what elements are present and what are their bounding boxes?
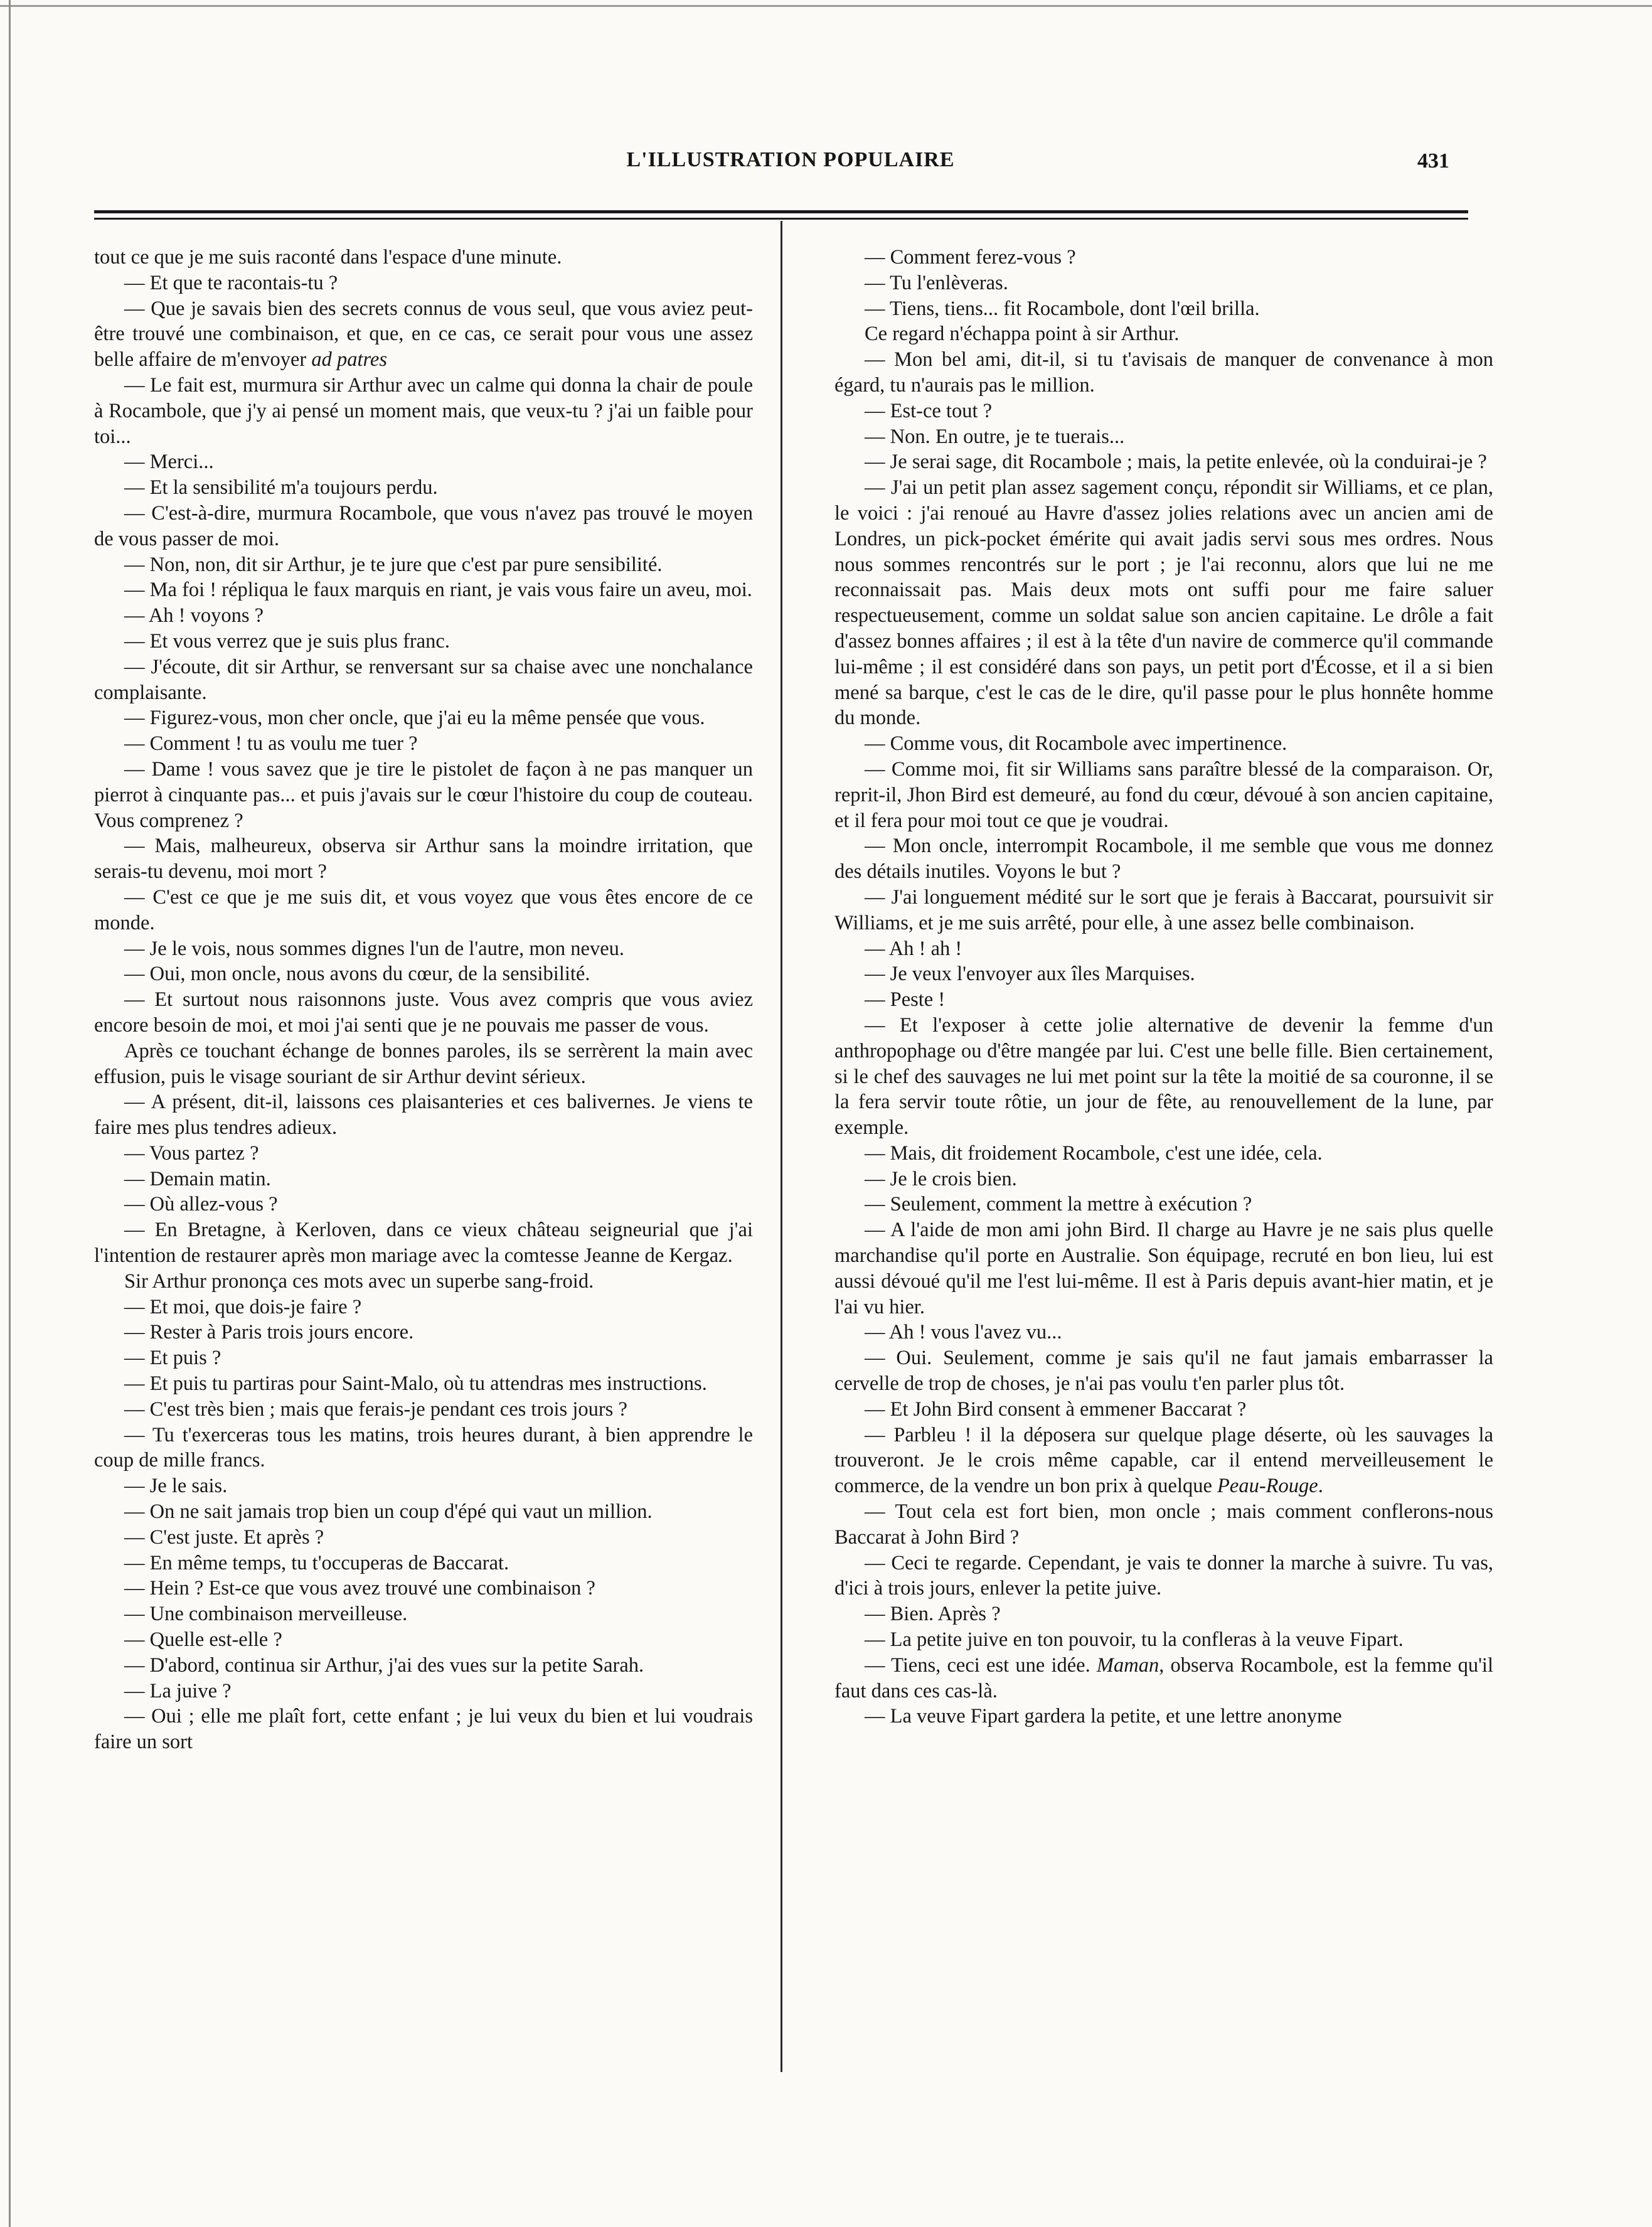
paragraph: — Est-ce tout ? (865, 399, 993, 422)
paragraph: — Mon oncle, interrompit Rocambole, il me semble que vous me donnez des détails inutiles. Voyons le but ? (834, 835, 1493, 884)
paragraph: — Et surtout nous raisonnons juste. Vous avez compris que vous aviez encore besoin de moi, et moi j'ai senti que je ne pouvais me passer de vous. (94, 988, 753, 1037)
paragraph: — Et la sensibilité m'a toujours perdu. (124, 476, 438, 499)
paragraph: — Seulement, comment la mettre à exécution ? (865, 1193, 1252, 1216)
paragraph: — Comme moi, fit sir Williams sans paraître blessé de la comparaison. Or, reprit-il, Jhon Bird est demeuré, au fond du cœur, dévoué à son ancien capitaine, et il fera pour moi tout ce que je voudrai. (834, 757, 1493, 832)
paragraph: — Mon bel ami, dit-il, si tu t'avisais de manquer de convenance à mon égard, tu n'aurais pas le million. (834, 348, 1493, 397)
column-divider (781, 221, 782, 2072)
paragraph: — La juive ? (124, 1679, 232, 1702)
running-header (94, 148, 1487, 186)
paragraph: — J'écoute, dit sir Arthur, se renversant sur sa chaise avec une nonchalance complaisante. (94, 655, 753, 704)
paragraph: — J'ai un petit plan assez sagement conçu, répondit sir Williams, et ce plan, le voici : j'ai renoué au Havre d'assez jolies relations avec un ancien ami de Londres, un pick-pocket émérite qui avait jadis servi sous mes ordres. Nous nous sommes rencontrés sur le port ; je l'ai reconnu, alors que lui ne me reconnaissait pas. Mais deux mots ont suffi pour me faire saluer respectueusement, comme un soldat salue son ancien capitaine. Le drôle a fait d'assez bonnes affaires ; il est à la tête d'un navire de commerce qu'il commande lui-même ; il est considéré dans son pays, un petit port d'Écosse, et il a si bien mené sa barque, c'est le cas de le dire, qu'il passe pour le plus honnête homme du monde. (834, 476, 1493, 730)
paragraph: — Quelle est-elle ? (124, 1628, 282, 1652)
paragraph: — C'est juste. Et après ? (124, 1525, 324, 1549)
journal-title: L'ILLUSTRATION POPULAIRE (626, 148, 955, 171)
paragraph: — La veuve Fipart gardera la petite, et une lettre anonyme (865, 1705, 1342, 1728)
paragraph: — Comment ! tu as voulu me tuer ? (124, 732, 418, 756)
paragraph: — En même temps, tu t'occuperas de Baccarat. (124, 1551, 509, 1574)
paragraph: — Tiens, ceci est une idée. Maman, observa Rocambole, est la femme qu'il faut dans ces cas-là. (834, 1653, 1493, 1702)
paragraph: — C'est très bien ; mais que ferais-je pendant ces trois jours ? (124, 1397, 627, 1421)
paragraph: — J'ai longuement médité sur le sort que je ferais à Baccarat, poursuivit sir Williams, et je me suis arrêté, pour elle, à une assez belle combinaison. (834, 885, 1493, 934)
paragraph: — Je le crois bien. (865, 1167, 1017, 1190)
paragraph: Ce regard n'échappa point à sir Arthur. (865, 323, 1180, 346)
left-column (94, 245, 753, 1755)
paragraph: — Hein ? Est-ce que vous avez trouvé une combinaison ? (124, 1577, 595, 1600)
paragraph: — Ah ! ah ! (865, 937, 962, 960)
paragraph: — Et vous verrez que je suis plus franc. (124, 629, 450, 653)
paragraph: — Ah ! voyons ? (124, 604, 264, 628)
paragraph: — C'est-à-dire, murmura Rocambole, que vous n'avez pas trouvé le moyen de vous passer de moi. (94, 501, 753, 550)
paragraph: — Demain matin. (124, 1167, 271, 1190)
paragraph: — Tiens, tiens... fit Rocambole, dont l'œil brilla. (865, 297, 1260, 320)
paragraph: — Peste ! (865, 988, 946, 1012)
paragraph: — Et l'exposer à cette jolie alternative de devenir la femme d'un anthropophage ou d'être mangée par lui. C'est une belle fille. Bien certainement, si le chef des sauvages ne lui met point sur la tête la moitié de sa couronne, il se la fera servir toute rôtie, un jour de fête, au renouvellement de la lune, par exemple. (834, 1013, 1493, 1140)
paragraph: — Comment ferez-vous ? (865, 246, 1076, 269)
paragraph: — En Bretagne, à Kerloven, dans ce vieux château seigneurial que j'ai l'intention de restaurer après mon mariage avec la comtesse Jeanne de Kergaz. (94, 1219, 753, 1268)
paragraph: — A présent, dit-il, laissons ces plaisanteries et ces balivernes. Je viens te faire mes plus tendres adieux. (94, 1091, 753, 1140)
paragraph: — Rester à Paris trois jours encore. (124, 1321, 414, 1344)
paragraph: — Bien. Après ? (865, 1603, 1001, 1626)
header-rule-thin (94, 218, 1468, 220)
paragraph: — Oui, mon oncle, nous avons du cœur, de la sensibilité. (124, 963, 590, 986)
paragraph: — Que je savais bien des secrets connus de vous seul, que vous aviez peut-être trouvé une combinaison, et que, en ce cas, ce serait pour vous une assez belle affaire de m'envoyer ad patres (94, 297, 753, 371)
paragraph: — Dame ! vous savez que je tire le pistolet de façon à ne pas manquer un pierrot à cinquante pas... et puis j'avais sur le cœur l'histoire du coup de couteau. Vous comprenez ? (94, 757, 753, 832)
paragraph: — On ne sait jamais trop bien un coup d'épé qui vaut un million. (124, 1500, 653, 1524)
paragraph: — Et puis tu partiras pour Saint-Malo, où tu attendras mes instructions. (124, 1372, 707, 1396)
page-binding-edge (9, 0, 11, 2227)
paragraph: — D'abord, continua sir Arthur, j'ai des vues sur la petite Sarah. (124, 1653, 644, 1677)
paragraph: — Une combinaison merveilleuse. (124, 1603, 408, 1626)
paragraph: — Je le vois, nous sommes dignes l'un de l'autre, mon neveu. (124, 937, 625, 960)
paragraph: — Je le sais. (124, 1475, 228, 1498)
paragraph: — Tu t'exerceras tous les matins, trois heures durant, à bien apprendre le coup de mille francs. (94, 1423, 753, 1472)
paragraph: — Ma foi ! répliqua le faux marquis en riant, je vais vous faire un aveu, moi. (124, 579, 752, 602)
paragraph: — Vous partez ? (124, 1141, 259, 1165)
paragraph: tout ce que je me suis raconté dans l'espace d'une minute. (94, 246, 562, 269)
header-rule-thick (94, 210, 1468, 213)
paragraph: — C'est ce que je me suis dit, et vous voyez que vous êtes encore de ce monde. (94, 885, 753, 934)
paragraph: — Et puis ? (124, 1347, 221, 1370)
paragraph: — Non, non, dit sir Arthur, je te jure que c'est par pure sensibilité. (124, 553, 663, 576)
paragraph: — Et John Bird consent à emmener Baccarat ? (865, 1397, 1247, 1421)
paragraph: — Tu l'enlèveras. (865, 271, 1008, 294)
paragraph: — Tout cela est fort bien, mon oncle ; mais comment conflerons-nous Baccarat à John Bird ? (834, 1500, 1493, 1549)
paragraph: — Le fait est, murmura sir Arthur avec un calme qui donna la chair de poule à Rocambole, que j'y ai pensé un moment mais, que veux-tu ? j'ai un faible pour toi... (94, 373, 753, 448)
paragraph: — Et que te racontais-tu ? (124, 271, 338, 294)
paragraph: — Figurez-vous, mon cher oncle, que j'ai eu la même pensée que vous. (124, 707, 705, 730)
paragraph: — Ceci te regarde. Cependant, je vais te donner la marche à suivre. Tu vas, d'ici à trois jours, enlever la petite juive. (834, 1551, 1493, 1600)
right-column (834, 245, 1493, 1729)
paragraph: — Mais, dit froidement Rocambole, c'est une idée, cela. (865, 1141, 1323, 1165)
paragraph: Après ce touchant échange de bonnes paroles, ils se serrèrent la main avec effusion, puis le visage souriant de sir Arthur devint sérieux. (94, 1039, 753, 1088)
paragraph: — Parbleu ! il la déposera sur quelque plage déserte, où les sauvages la trouveront. Je le crois même capable, car il entend merveilleusement le commerce, de la vendre un bon prix à quelque Peau-Rouge. (834, 1423, 1493, 1498)
paragraph: — Non. En outre, je te tuerais... (865, 425, 1125, 448)
paragraph: — La petite juive en ton pouvoir, tu la confleras à la veuve Fipart. (865, 1628, 1404, 1652)
paragraph: — Oui. Seulement, comme je sais qu'il ne faut jamais embarrasser la cervelle de trop de choses, je n'ai pas voulu t'en parler plus tôt. (834, 1347, 1493, 1396)
paragraph: — Où allez-vous ? (124, 1193, 278, 1216)
paragraph: — Je veux l'envoyer aux îles Marquises. (865, 963, 1195, 986)
paragraph: — Je serai sage, dit Rocambole ; mais, la petite enlevée, où la conduirai-je ? (865, 451, 1487, 474)
paragraph: — Merci... (124, 451, 214, 474)
top-edge-rule (0, 5, 1652, 7)
paragraph: Sir Arthur prononça ces mots avec un superbe sang-froid. (124, 1269, 594, 1293)
paragraph: — Comme vous, dit Rocambole avec impertinence. (865, 732, 1287, 756)
paragraph: — Et moi, que dois-je faire ? (124, 1295, 362, 1318)
paragraph: — Mais, malheureux, observa sir Arthur sans la moindre irritation, que serais-tu devenu, moi mort ? (94, 835, 753, 884)
paragraph: — A l'aide de mon ami john Bird. Il charge au Havre je ne sais plus quelle marchandise qu'il porte en Australie. Son équipage, recruté en bon lieu, lui est aussi dévoué qu'il me l'est lui-même. Il est à Paris depuis avant-hier matin, et je l'ai vu hier. (834, 1219, 1493, 1318)
paragraph: — Ah ! vous l'avez vu... (865, 1321, 1062, 1344)
paragraph: — Oui ; elle me plaît fort, cette enfant ; je lui veux du bien et lui voudrais faire un sort (94, 1705, 753, 1754)
page-number: 431 (1417, 149, 1449, 173)
